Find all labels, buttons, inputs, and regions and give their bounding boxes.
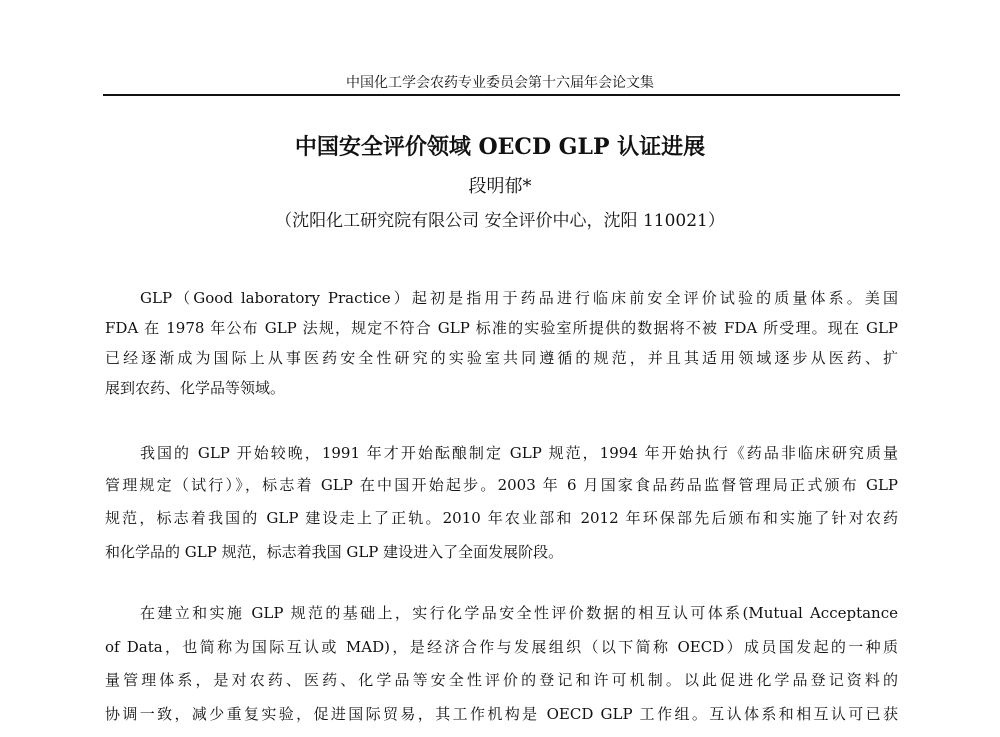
text-line: 量管理体系，是对农药、医药、化学品等安全性评价的登记和许可机制。以此促进化学品登记资料的 (105, 671, 898, 689)
article-title: 中国安全评价领域 OECD GLP 认证进展 (294, 134, 706, 160)
author-affiliation: （沈阳化工研究院有限公司 安全评价中心，沈阳 110021） (275, 211, 725, 231)
text-line: FDA 在 1978 年公布 GLP 法规，规定不符合 GLP 标准的实验室所提供的数据将不被 FDA 所受理。现在 GLP (105, 319, 898, 337)
text-line: 我国的 GLP 开始较晚，1991 年才开始酝酿制定 GLP 规范，1994 年开始执行《药品非临床研究质量 (140, 444, 898, 462)
text-line: 和化学品的 GLP 规范，标志着我国 GLP 建设进入了全面发展阶段。 (105, 543, 564, 561)
author-name: 段明郁* (468, 176, 532, 197)
text-line: GLP（Good laboratory Practice）起初是指用于药品进行临床前安全评价试验的质量体系。美国 (140, 289, 898, 307)
text-line: 管理规定（试行）》，标志着 GLP 在中国开始起步。2003 年 6 月国家食品药品监督管理局正式颁布 GLP (105, 476, 898, 494)
text-line: 在建立和实施 GLP 规范的基础上，实行化学品安全性评价数据的相互认可体系(Mutual Acceptance (140, 604, 898, 622)
header-rule (103, 94, 900, 96)
text-line: 协调一致，减少重复实验，促进国际贸易，其工作机构是 OECD GLP 工作组。互认体系和相互认可已获 (105, 705, 898, 723)
text-line: 展到农药、化学品等领域。 (105, 379, 286, 397)
text-line: 规范，标志着我国的 GLP 建设走上了正轨。2010 年农业部和 2012 年环保部先后颁布和实施了针对农药 (105, 509, 898, 527)
text-line: of Data，也简称为国际互认或 MAD)，是经济合作与发展组织（以下简称 OECD）成员国发起的一种质 (105, 638, 898, 656)
text-line: 已经逐渐成为国际上从事医药安全性研究的实验室共同遵循的规范，并且其适用领域逐步从医药、扩 (105, 349, 898, 367)
running-header: 中国化工学会农药专业委员会第十六届年会论文集 (346, 75, 654, 91)
